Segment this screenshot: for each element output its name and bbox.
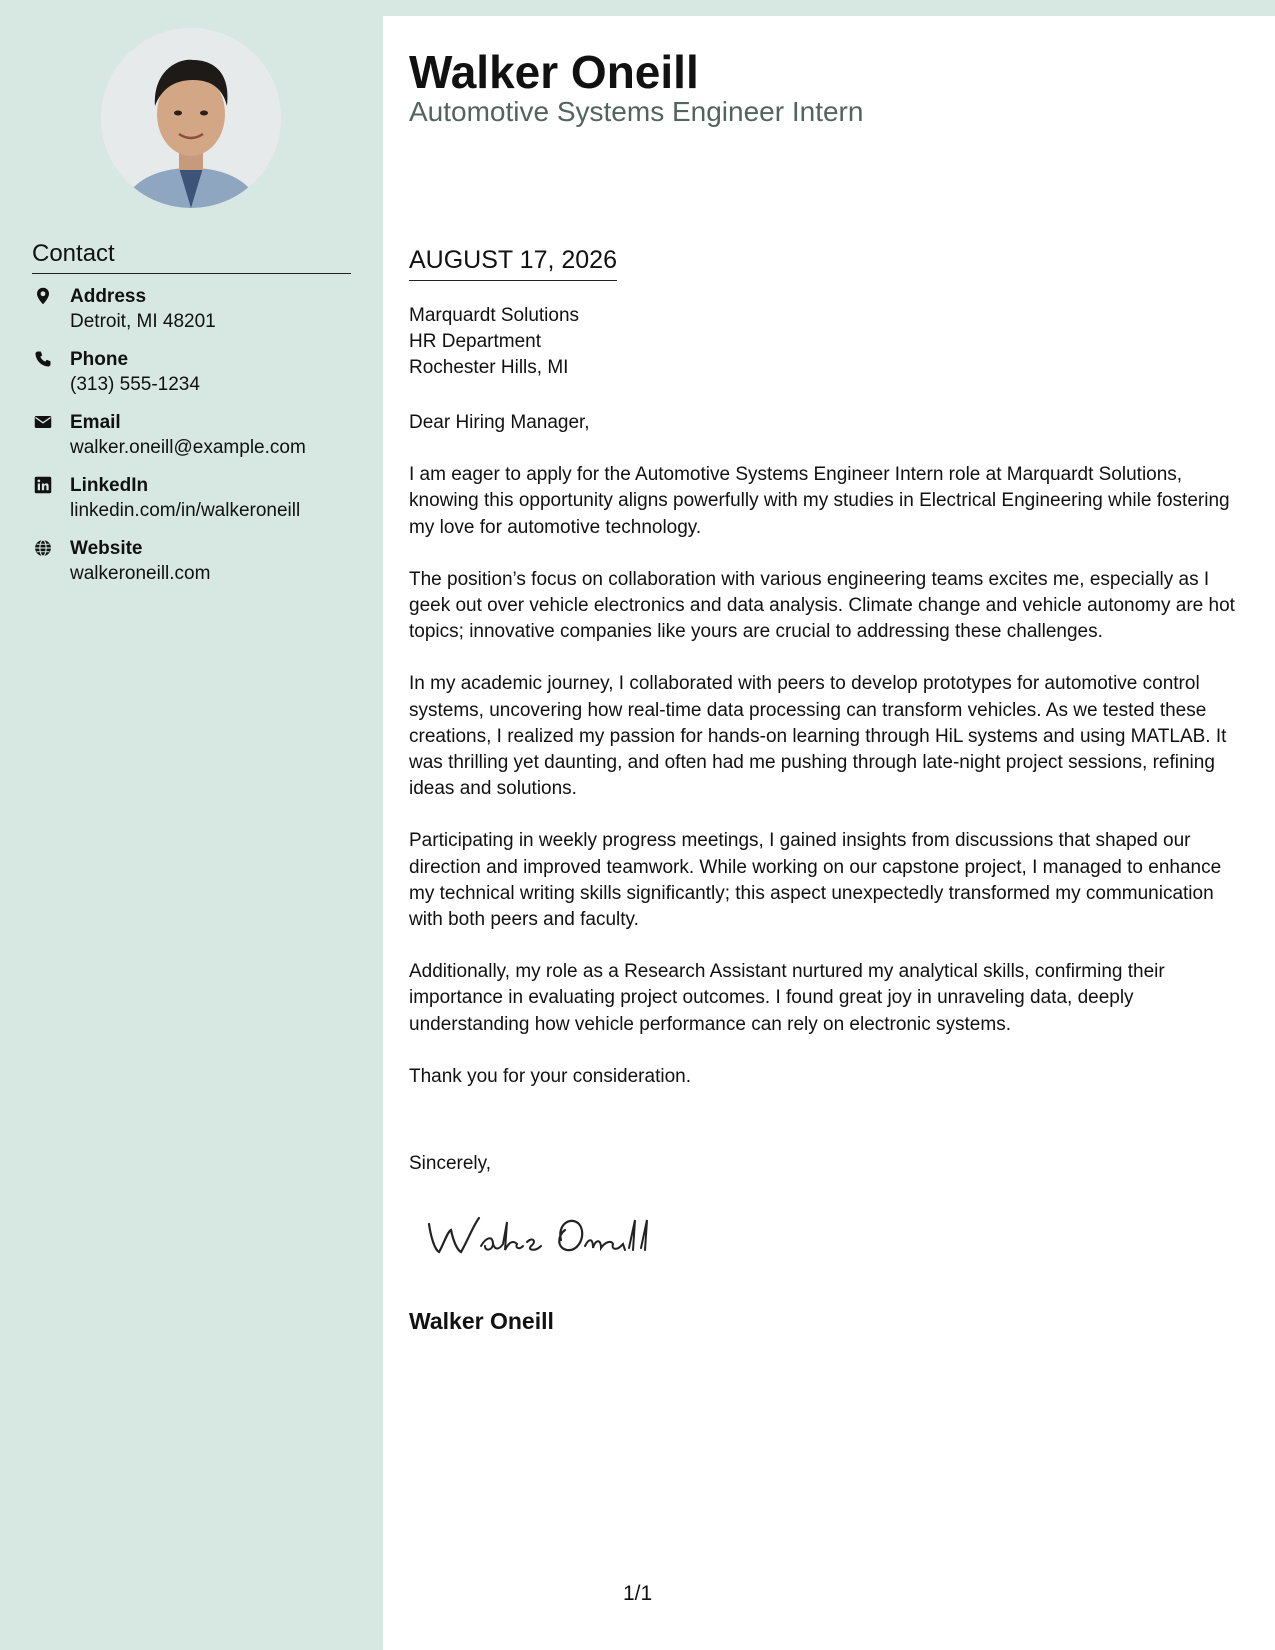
contact-list xyxy=(32,285,372,600)
map-pin-icon xyxy=(34,287,52,305)
linkedin-icon xyxy=(34,476,52,494)
contact-item-phone xyxy=(32,348,372,411)
contact-label: LinkedIn xyxy=(70,475,149,496)
signed-name: Walker Oneill xyxy=(409,1308,554,1334)
letter-page xyxy=(383,16,1275,1650)
contact-item-email xyxy=(32,411,372,474)
profile-photo-illustration xyxy=(101,28,281,208)
letter-date: AUGUST 17, 2026 xyxy=(409,244,617,281)
phone-icon xyxy=(34,350,52,368)
handwritten-signature xyxy=(423,1206,663,1262)
contact-label: Address xyxy=(70,286,147,307)
body-paragraph: In my academic journey, I collaborated with peers to develop prototypes for automotive control systems, uncovering how real-time data processing can transform vehicles. As we tested these creations, I realized my passion for hands-on learning through HiL systems and using MATLAB. It was thrilling yet daunting, and often had me pushing through late-night project sessions, refining ideas and solutions. xyxy=(409,673,1227,800)
body-paragraph: Participating in weekly progress meetings, I gained insights from discussions that shaped our direction and improved teamwork. While working on our capstone project, I managed to enhance my technical writing skills significantly; this aspect unexpectedly transformed my communication with both peers and faculty. xyxy=(409,830,1222,931)
sidebar xyxy=(0,0,383,1650)
contact-value-website: walkeroneill.com xyxy=(70,563,211,584)
salutation: Dear Hiring Manager, xyxy=(409,412,590,433)
contact-label: Phone xyxy=(70,349,129,370)
contact-value-linkedin: linkedin.com/in/walkeroneill xyxy=(70,500,301,521)
contact-label: Email xyxy=(70,412,121,433)
envelope-icon xyxy=(34,413,52,431)
contact-label: Website xyxy=(70,538,143,559)
recipient-block xyxy=(409,303,579,381)
globe-icon xyxy=(34,539,52,557)
contact-value-address: Detroit, MI 48201 xyxy=(70,311,216,332)
recipient-department: HR Department xyxy=(409,331,541,352)
contact-heading: Contact xyxy=(32,240,351,274)
body-paragraph: I am eager to apply for the Automotive Systems Engineer Intern role at Marquardt Solutions, knowing this opportunity aligns powerfully with my studies in Electrical Engineering while fostering my love for automotive technology. xyxy=(409,464,1230,538)
contact-item-linkedin xyxy=(32,474,372,537)
contact-item-website xyxy=(32,537,372,600)
sign-off: Sincerely, xyxy=(409,1153,492,1174)
recipient-location: Rochester Hills, MI xyxy=(409,357,569,378)
profile-photo xyxy=(101,28,281,208)
applicant-name: Walker Oneill xyxy=(409,46,699,98)
contact-value-email: walker.oneill@example.com xyxy=(70,437,306,458)
contact-item-address xyxy=(32,285,372,348)
applicant-role: Automotive Systems Engineer Intern xyxy=(409,96,864,127)
page-number: 1/1 xyxy=(623,1582,653,1605)
recipient-company: Marquardt Solutions xyxy=(409,305,580,326)
letter-body xyxy=(409,410,1249,1116)
contact-value-phone: (313) 555-1234 xyxy=(70,374,200,395)
body-paragraph: Additionally, my role as a Research Assistant nurtured my analytical skills, confirming their importance in evaluating project outcomes. I found great joy in unraveling data, deeply understanding how vehicle performance can rely on electronic systems. xyxy=(409,961,1165,1035)
body-paragraph: The position’s focus on collaboration with various engineering teams excites me, especially as I geek out over vehicle electronics and data analysis. Climate change and vehicle autonomy are hot topics; innovative companies like yours are crucial to addressing these challenges. xyxy=(409,568,1235,643)
closing-line: Thank you for your consideration. xyxy=(409,1065,691,1087)
